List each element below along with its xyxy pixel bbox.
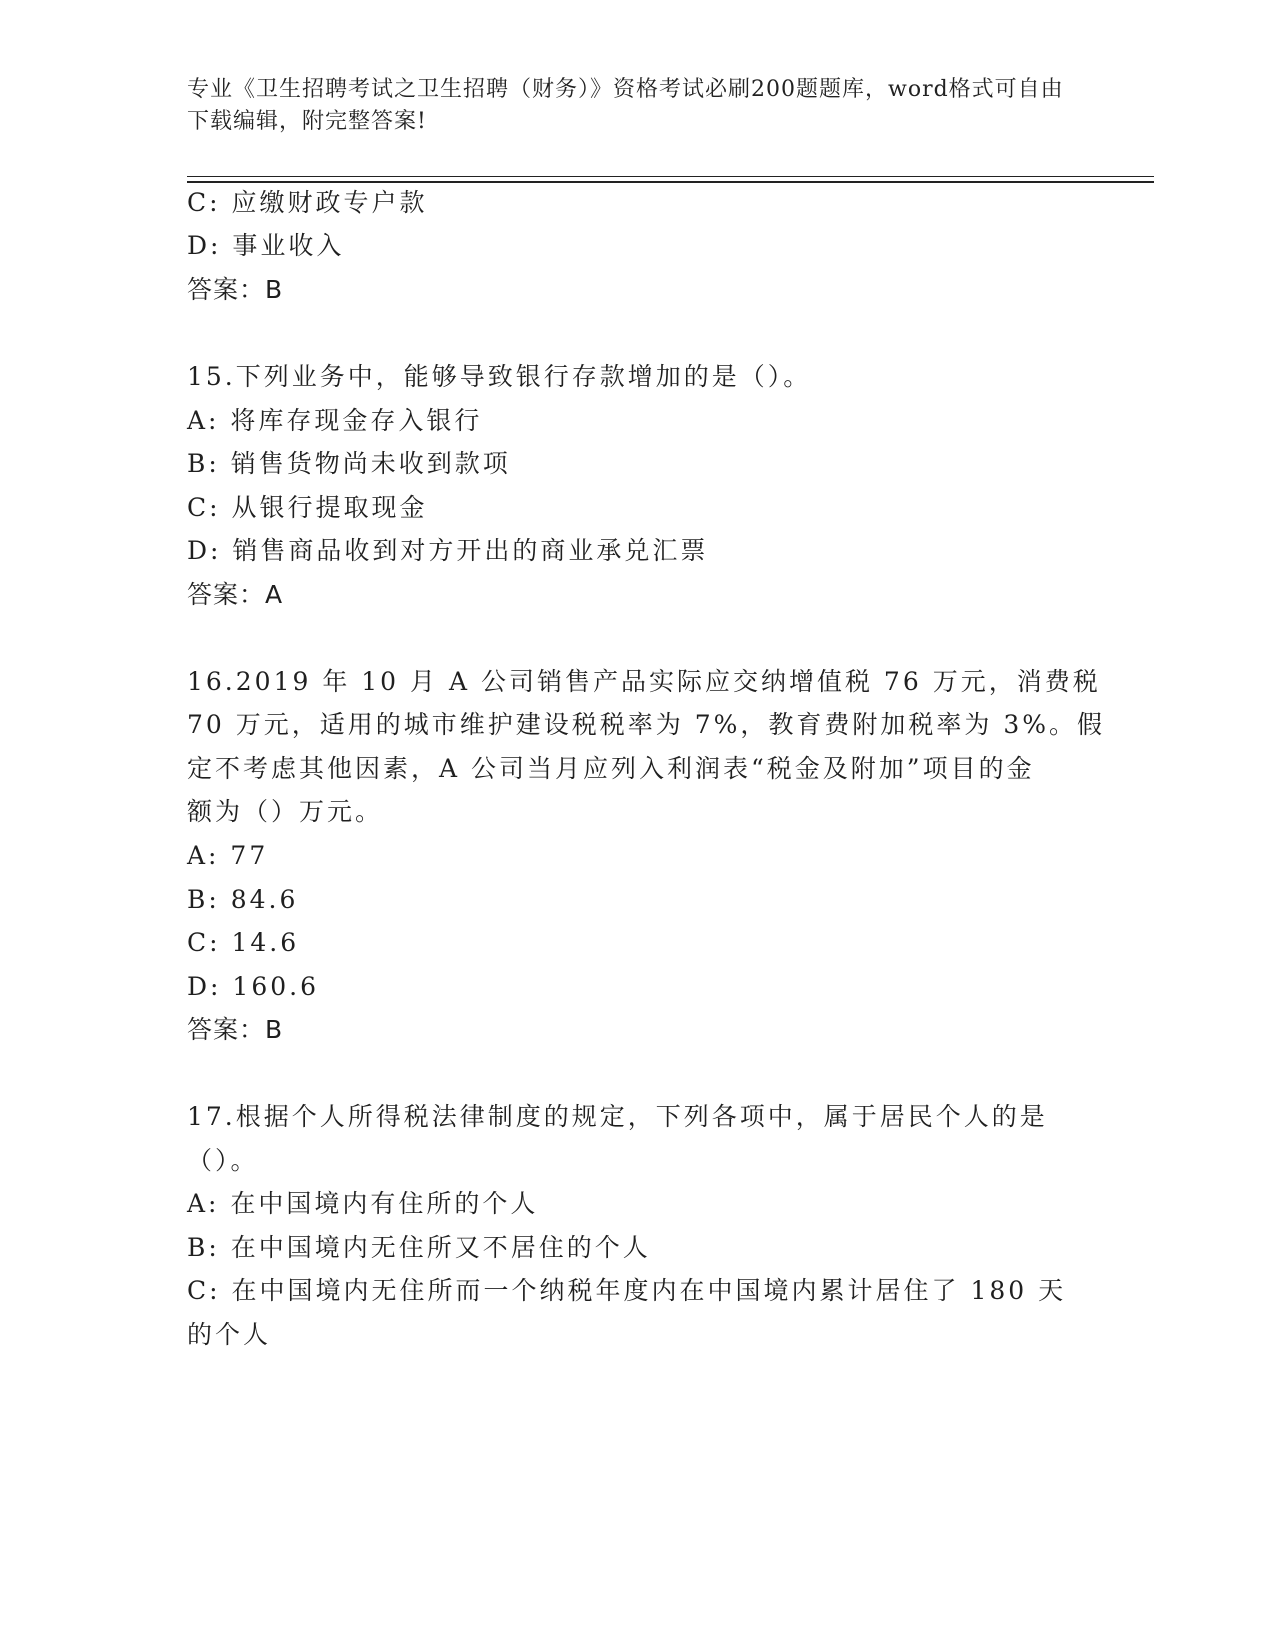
header-divider-thin	[187, 176, 1154, 177]
q16-option-a: A: 77	[187, 841, 269, 870]
q17-option-a: A: 在中国境内有住所的个人	[187, 1189, 539, 1218]
q15-option-c: C: 从银行提取现金	[187, 493, 428, 522]
q16-answer: 答案：B	[187, 1015, 284, 1044]
q16-question-line-2: 70 万元，适用的城市维护建设税税率为 7%，教育费附加税率为 3%。假	[187, 710, 1105, 739]
q17-question-line-1: 17.根据个人所得税法律制度的规定，下列各项中，属于居民个人的是	[187, 1102, 1048, 1131]
q15-answer: 答案：A	[187, 580, 284, 609]
q15-option-a: A: 将库存现金存入银行	[187, 406, 483, 435]
q16-question-line-1: 16.2019 年 10 月 A 公司销售产品实际应交纳增值税 76 万元，消费税	[187, 667, 1101, 696]
q17-option-c-line-2: 的个人	[187, 1320, 272, 1349]
q14-option-d: D: 事业收入	[187, 231, 345, 260]
q15-option-b: B: 销售货物尚未收到款项	[187, 449, 511, 478]
header-divider-thick	[187, 181, 1154, 183]
q16-option-b: B: 84.6	[187, 885, 299, 914]
q17-question-line-2: （）。	[187, 1146, 259, 1175]
q14-option-c: C: 应缴财政专户款	[187, 188, 428, 217]
q16-question-line-3: 定不考虑其他因素，A 公司当月应列入利润表“税金及附加”项目的金	[187, 754, 1035, 783]
q14-answer: 答案：B	[187, 275, 284, 304]
q17-option-c-line-1: C: 在中国境内无住所而一个纳税年度内在中国境内累计居住了 180 天	[187, 1276, 1067, 1305]
q16-option-d: D: 160.6	[187, 972, 319, 1001]
q17-option-b: B: 在中国境内无住所又不居住的个人	[187, 1233, 651, 1262]
q16-option-c: C: 14.6	[187, 928, 300, 957]
q16-question-line-4: 额为（）万元。	[187, 797, 384, 826]
page-header: 专业《卫生招聘考试之卫生招聘（财务）》资格考试必刷200题题库，word格式可自由下载编辑，附完整答案!	[187, 77, 1064, 134]
q15-option-d: D: 销售商品收到对方开出的商业承兑汇票	[187, 536, 709, 565]
q15-question: 15.下列业务中，能够导致银行存款增加的是（）。	[187, 362, 812, 391]
